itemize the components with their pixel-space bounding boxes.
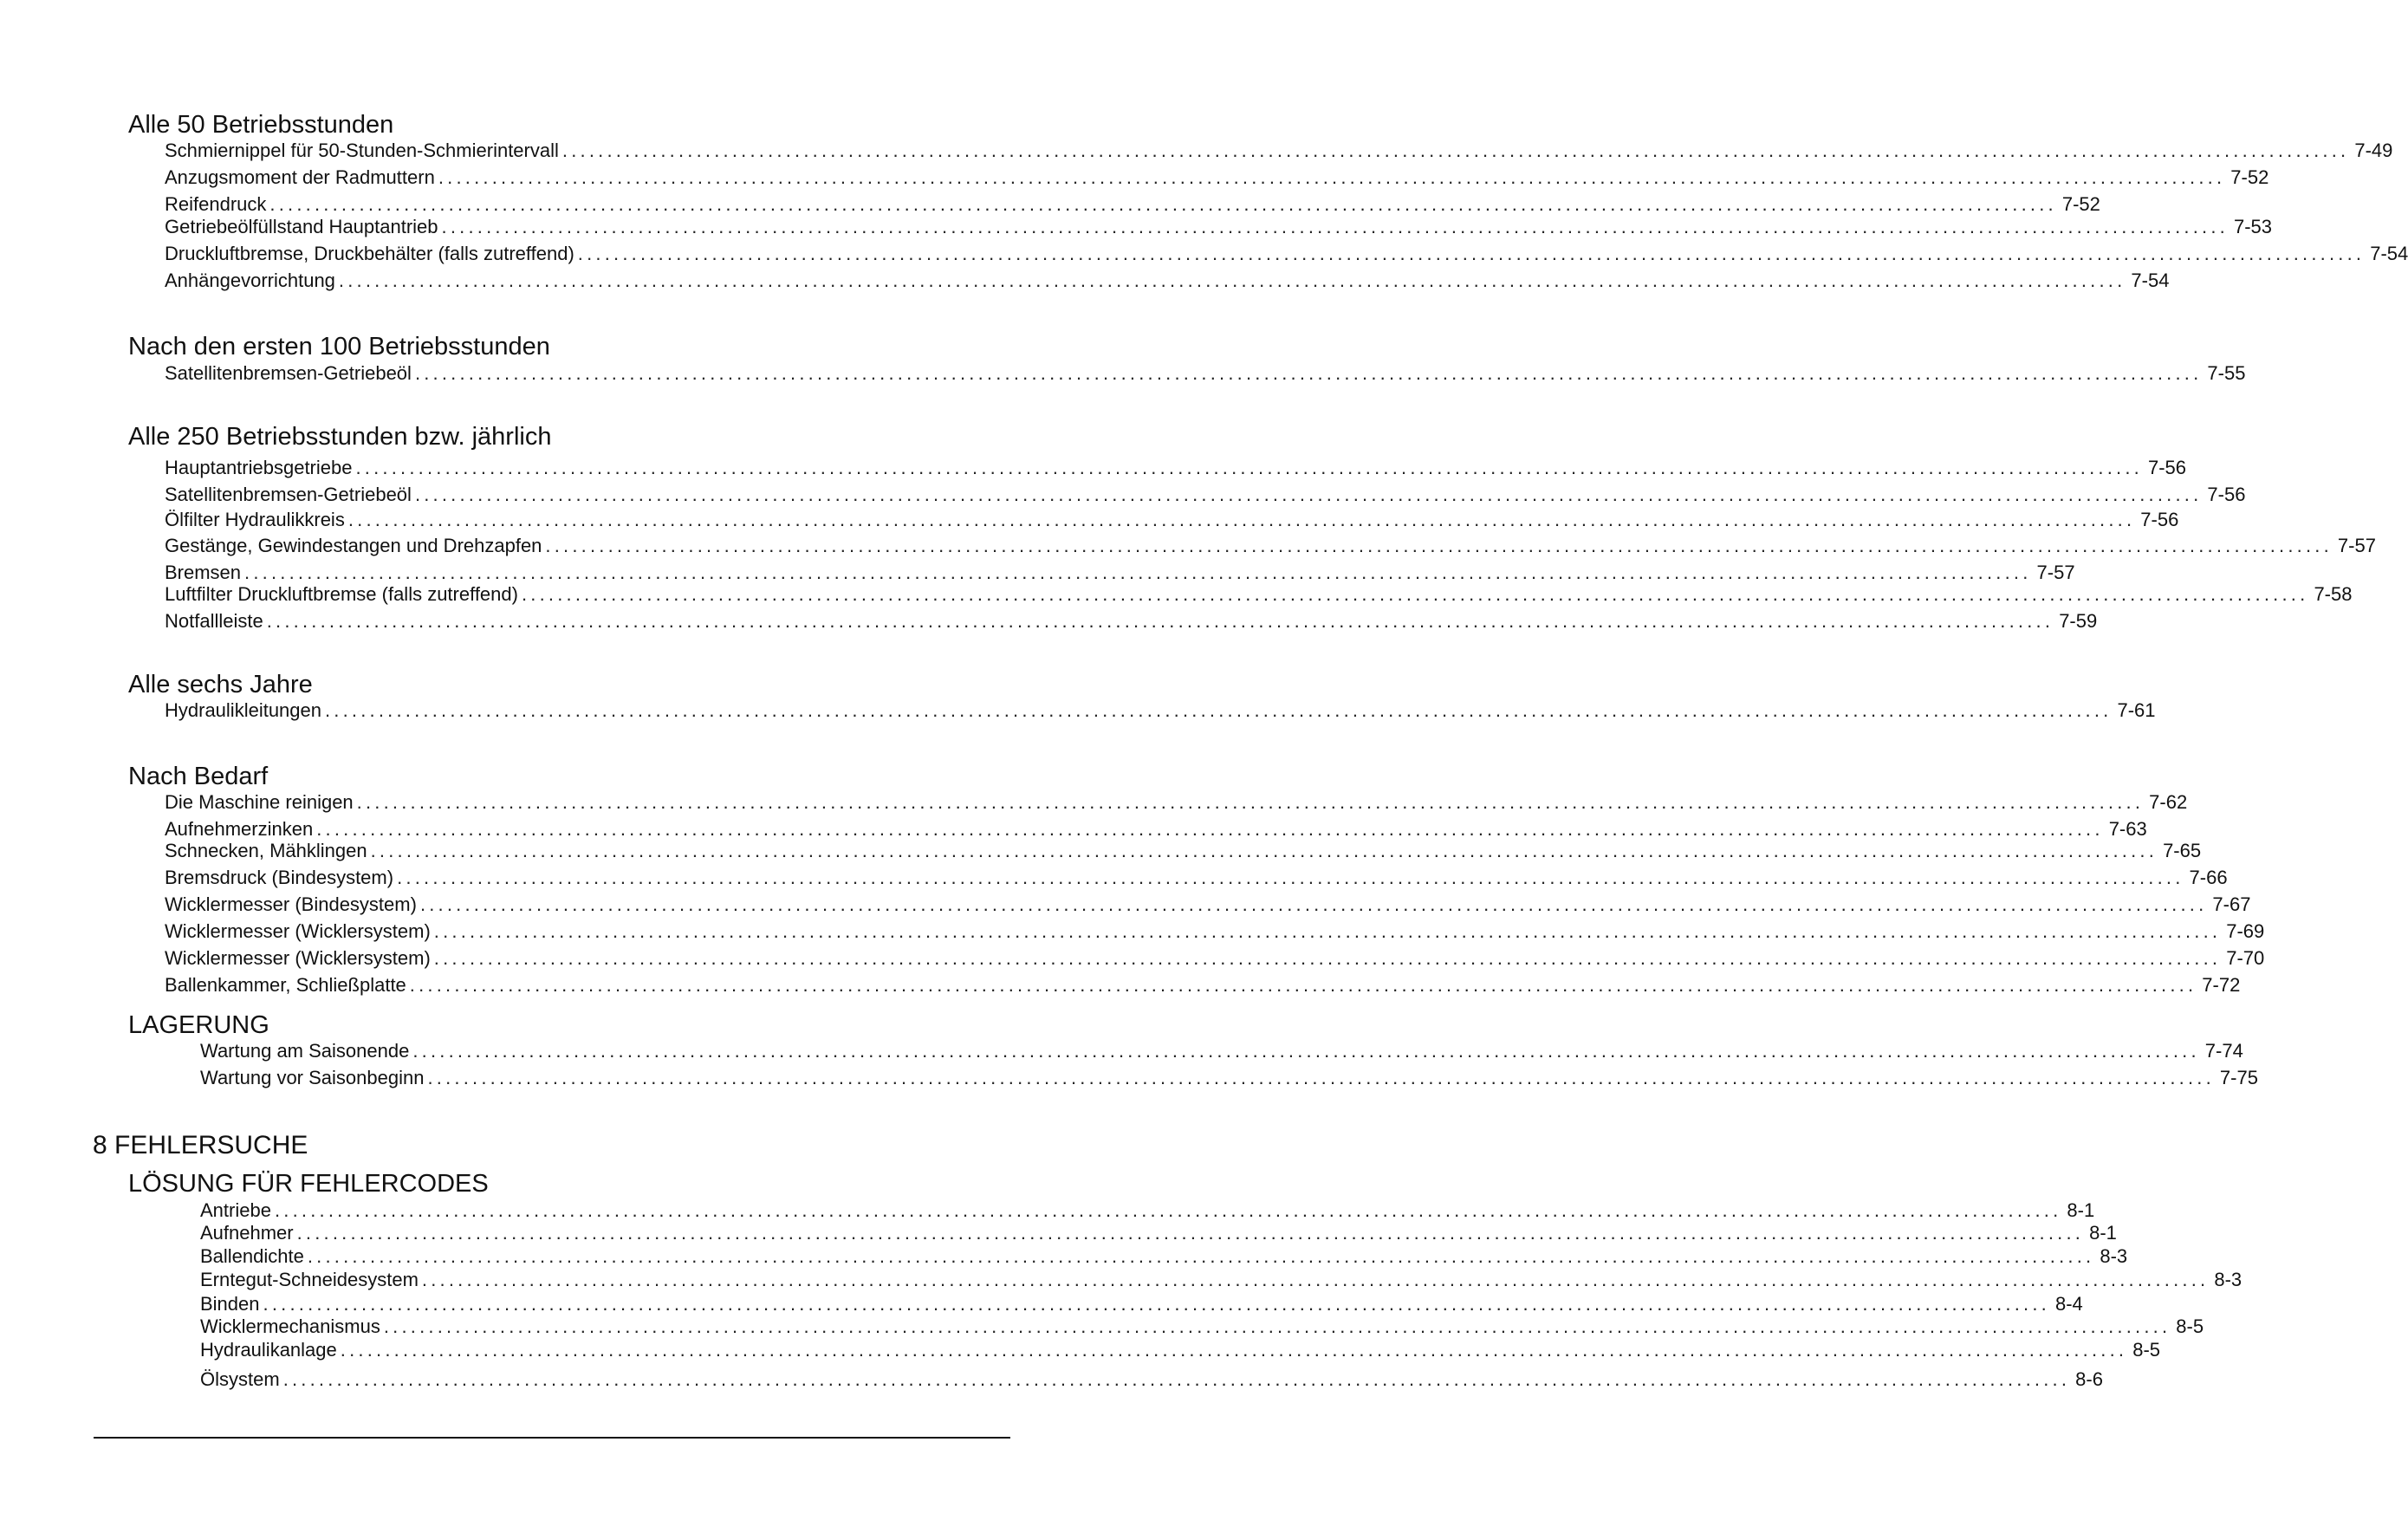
toc-entry-page: 7-70 (2226, 947, 2265, 969)
dot-leader: ........................................................................................................................................................................................................ (441, 216, 2229, 237)
toc-entry-label: Hydraulikleitungen (165, 699, 321, 721)
dot-leader: ........................................................................................................................................................................................................ (409, 974, 2197, 996)
section-title: LAGERUNG (128, 1011, 269, 1039)
dot-leader: ........................................................................................................................................................................................................ (397, 867, 2184, 888)
toc-entry-label: Schmiernippel für 50-Stunden-Schmierintervall (165, 140, 559, 161)
dot-leader: ........................................................................................................................................................................................................ (355, 457, 2143, 478)
dot-leader: ........................................................................................................................................................................................................ (296, 1222, 2085, 1244)
dot-leader: ........................................................................................................................................................................................................ (307, 1245, 2095, 1267)
toc-entry-page: 7-56 (2140, 509, 2179, 530)
dot-leader: ........................................................................................................................................................................................................ (427, 1067, 2215, 1088)
toc-entry-label: Schnecken, Mähklingen (165, 840, 367, 861)
toc-entry-label: Anzugsmoment der Radmuttern (165, 166, 435, 188)
toc-entry-page: 7-55 (2207, 362, 2246, 384)
section-title: Alle 50 Betriebsstunden (128, 111, 394, 139)
toc-entry-label: Luftfilter Druckluftbremse (falls zutreffend) (165, 583, 518, 605)
dot-leader: ........................................................................................................................................................................................................ (545, 535, 2333, 556)
toc-entry-page: 7-52 (2061, 193, 2100, 215)
toc-entry[interactable] (165, 216, 2273, 238)
dot-leader: ........................................................................................................................................................................................................ (412, 1040, 2200, 1062)
toc-entry-page: 7-58 (2314, 583, 2353, 605)
toc-entry[interactable] (200, 1269, 2242, 1291)
dot-leader: ........................................................................................................................................................................................................ (433, 947, 2222, 969)
section-title: Nach Bedarf (128, 763, 269, 790)
toc-entry-label: Ölsystem (200, 1368, 280, 1390)
toc-entry[interactable] (200, 1368, 2103, 1391)
toc-entry-page: 7-69 (2226, 920, 2265, 942)
toc-entry[interactable] (165, 243, 2408, 265)
toc-entry-page: 7-67 (2212, 893, 2251, 915)
toc-entry-page: 7-49 (2354, 140, 2393, 161)
toc-entry[interactable] (200, 1245, 2128, 1268)
toc-entry-page: 7-74 (2204, 1040, 2243, 1062)
dot-leader: ........................................................................................................................................................................................................ (282, 1368, 2071, 1390)
dot-leader: ........................................................................................................................................................................................................ (577, 243, 2366, 264)
dot-leader: ........................................................................................................................................................................................................ (269, 193, 2057, 215)
toc-entry-label: Erntegut-Schneidesystem (200, 1269, 419, 1290)
dot-leader: ........................................................................................................................................................................................................ (421, 1269, 2210, 1290)
section-title: Nach den ersten 100 Betriebsstunden (128, 333, 550, 361)
toc-entry[interactable] (165, 562, 2075, 584)
toc-entry[interactable] (200, 1067, 2258, 1089)
toc-entry[interactable] (165, 583, 2353, 606)
toc-entry[interactable] (200, 1315, 2204, 1338)
dot-leader: ........................................................................................................................................................................................................ (438, 166, 2226, 188)
toc-entry[interactable] (165, 699, 2156, 722)
toc-entry[interactable] (165, 193, 2100, 216)
toc-entry-page: 7-56 (2207, 484, 2246, 505)
toc-entry[interactable] (165, 140, 2393, 162)
toc-entry-label: Anhängevorrichtung (165, 270, 335, 291)
toc-entry-label: Bremsen (165, 562, 242, 583)
toc-entry[interactable] (165, 974, 2241, 997)
dot-leader: ........................................................................................................................................................................................................ (419, 893, 2208, 915)
dot-leader: ........................................................................................................................................................................................................ (347, 509, 2136, 530)
dot-leader: ........................................................................................................................................................................................................ (414, 484, 2203, 505)
toc-entry-page: 8-5 (2132, 1339, 2161, 1361)
toc-entry-label: Die Maschine reinigen (165, 791, 354, 813)
toc-entry-page: 7-56 (2147, 457, 2186, 478)
toc-entry[interactable] (200, 1199, 2095, 1222)
toc-entry-page: 7-63 (2108, 818, 2147, 840)
toc-entry[interactable] (165, 867, 2228, 889)
toc-entry-label: Ballenkammer, Schließplatte (165, 974, 406, 996)
dot-leader: ........................................................................................................................................................................................................ (316, 818, 2104, 840)
toc-entry[interactable] (165, 457, 2186, 479)
toc-entry-label: Wicklermesser (Wicklersystem) (165, 920, 431, 942)
dot-leader: ........................................................................................................................................................................................................ (370, 840, 2158, 861)
toc-entry-label: Wicklermesser (Wicklersystem) (165, 947, 431, 969)
toc-entry-label: Hydraulikanlage (200, 1339, 337, 1361)
toc-entry-page: 8-6 (2075, 1368, 2103, 1390)
dot-leader: ........................................................................................................................................................................................................ (433, 920, 2222, 942)
toc-entry-page: 7-59 (2059, 610, 2098, 632)
footer-rule (94, 1437, 1010, 1439)
toc-entry[interactable] (165, 270, 2170, 292)
toc-entry-label: Notfallleiste (165, 610, 263, 632)
dot-leader: ........................................................................................................................................................................................................ (338, 270, 2126, 291)
section-title: Alle sechs Jahre (128, 671, 313, 698)
toc-entry[interactable] (200, 1040, 2243, 1062)
toc-entry-label: Reifendruck (165, 193, 267, 215)
toc-entry-label: Binden (200, 1293, 260, 1315)
dot-leader: ........................................................................................................................................................................................................ (244, 562, 2032, 583)
toc-entry-label: Hauptantriebsgetriebe (165, 457, 353, 478)
toc-entry-label: Aufnehmerzinken (165, 818, 314, 840)
toc-entry[interactable] (165, 947, 2265, 970)
toc-entry-page: 7-66 (2189, 867, 2228, 888)
toc-entry-label: Getriebeölfüllstand Hauptantrieb (165, 216, 438, 237)
toc-entry-page: 7-57 (2036, 562, 2075, 583)
toc-entry[interactable] (165, 791, 2188, 814)
toc-entry[interactable] (165, 840, 2202, 862)
toc-entry-page: 8-4 (2054, 1293, 2083, 1315)
toc-entry[interactable] (165, 362, 2246, 385)
chapter-title: 8 FEHLERSUCHE (93, 1131, 308, 1159)
toc-entry-page: 7-54 (2131, 270, 2170, 291)
toc-entry-page: 7-62 (2149, 791, 2188, 813)
toc-entry-page: 7-72 (2202, 974, 2241, 996)
toc-entry-page: 8-3 (2100, 1245, 2128, 1267)
toc-entry[interactable] (165, 610, 2098, 633)
toc-entry[interactable] (200, 1339, 2161, 1361)
toc-entry-page: 7-75 (2219, 1067, 2258, 1088)
toc-entry-label: Wicklermesser (Bindesystem) (165, 893, 417, 915)
toc-entry-page: 7-52 (2230, 166, 2269, 188)
dot-leader: ........................................................................................................................................................................................................ (561, 140, 2350, 161)
dot-leader: ........................................................................................................................................................................................................ (274, 1199, 2062, 1221)
toc-entry-page: 7-57 (2337, 535, 2376, 556)
dot-leader: ........................................................................................................................................................................................................ (263, 1293, 2050, 1315)
toc-entry[interactable] (165, 818, 2147, 841)
toc-entry-page: 8-3 (2214, 1269, 2242, 1290)
toc-entry[interactable] (165, 166, 2269, 189)
toc-entry-page: 7-65 (2163, 840, 2202, 861)
dot-leader: ........................................................................................................................................................................................................ (521, 583, 2309, 605)
dot-leader: ........................................................................................................................................................................................................ (325, 699, 2113, 721)
toc-entry[interactable] (165, 484, 2246, 506)
section-title: LÖSUNG FÜR FEHLERCODES (128, 1170, 489, 1198)
toc-entry-page: 7-61 (2117, 699, 2156, 721)
toc-entry-label: Ballendichte (200, 1245, 304, 1267)
toc-entry-label: Ölfilter Hydraulikkreis (165, 509, 345, 530)
toc-entry-label: Antriebe (200, 1199, 271, 1221)
toc-entry-label: Aufnehmer (200, 1222, 294, 1244)
toc-entry-page: 7-54 (2370, 243, 2408, 264)
dot-leader: ........................................................................................................................................................................................................ (266, 610, 2054, 632)
dot-leader: ........................................................................................................................................................................................................ (356, 791, 2145, 813)
toc-entry[interactable] (165, 509, 2179, 531)
toc-entry[interactable] (200, 1293, 2083, 1315)
toc-entry-page: 8-5 (2176, 1315, 2204, 1337)
toc-entry[interactable] (165, 920, 2265, 943)
toc-entry[interactable] (165, 535, 2376, 557)
toc-entry-label: Wicklermechanismus (200, 1315, 380, 1337)
toc-entry[interactable] (200, 1222, 2117, 1244)
toc-entry[interactable] (165, 893, 2251, 916)
dot-leader: ........................................................................................................................................................................................................ (414, 362, 2203, 384)
toc-entry-label: Gestänge, Gewindestangen und Drehzapfen (165, 535, 542, 556)
toc-entry-label: Wartung vor Saisonbeginn (200, 1067, 425, 1088)
dot-leader: ........................................................................................................................................................................................................ (340, 1339, 2128, 1361)
toc-entry-label: Bremsdruck (Bindesystem) (165, 867, 394, 888)
toc-entry-label: Satellitenbremsen-Getriebeöl (165, 362, 412, 384)
toc-entry-label: Satellitenbremsen-Getriebeöl (165, 484, 412, 505)
section-title: Alle 250 Betriebsstunden bzw. jährlich (128, 423, 552, 451)
toc-entry-label: Druckluftbremse, Druckbehälter (falls zutreffend) (165, 243, 574, 264)
toc-entry-page: 7-53 (2234, 216, 2273, 237)
toc-entry-page: 8-1 (2067, 1199, 2095, 1221)
toc-entry-label: Wartung am Saisonende (200, 1040, 410, 1062)
dot-leader: ........................................................................................................................................................................................................ (383, 1315, 2171, 1337)
toc-entry-page: 8-1 (2089, 1222, 2117, 1244)
